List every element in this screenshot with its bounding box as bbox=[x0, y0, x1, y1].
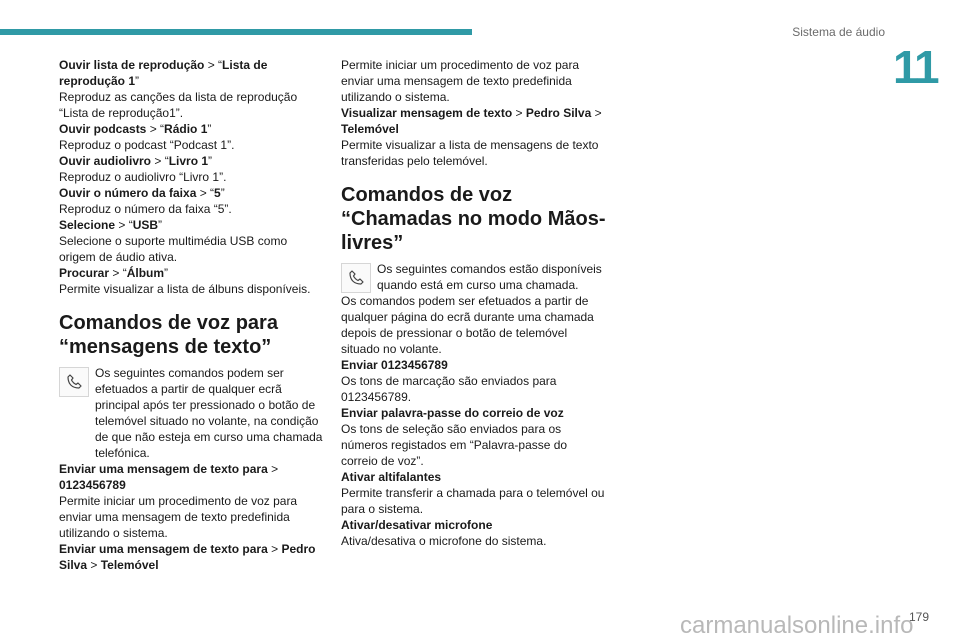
command-desc: Permite iniciar um procedimento de voz para enviar uma mensagem de texto predefinida utilizando o sistema. bbox=[341, 58, 580, 104]
command-line: Selecione > “USB” bbox=[59, 218, 163, 232]
section-heading: Comandos de voz “Chamadas no modo Mãos-livres” bbox=[341, 184, 606, 254]
phone-icon bbox=[59, 367, 89, 397]
command-line: Ouvir o número da faixa > “5” bbox=[59, 186, 225, 200]
command-line: Visualizar mensagem de texto > Pedro Silva > Telemóvel bbox=[341, 106, 602, 136]
command-line: Ouvir podcasts > “Rádio 1” bbox=[59, 122, 212, 136]
page-number: 179 bbox=[909, 610, 930, 624]
command-desc: Os tons de seleção são enviados para os números registados em “Palavra-passe do correio de voz”. bbox=[341, 422, 568, 468]
right-column bbox=[341, 57, 606, 549]
command-desc: Permite iniciar um procedimento de voz para enviar uma mensagem de texto predefinida utilizando o sistema. bbox=[59, 494, 298, 540]
command-line: Enviar uma mensagem de texto para > 0123456789 bbox=[59, 462, 279, 492]
chapter-number: 11 bbox=[893, 41, 938, 93]
paragraph: Os comandos podem ser efetuados a partir de qualquer página do ecrã durante uma chamada depois de pressionar o botão de telemóvel situado no volante. bbox=[341, 294, 594, 356]
section-title: Sistema de áudio bbox=[792, 25, 885, 39]
command-line: Ouvir audiolivro > “Livro 1” bbox=[59, 154, 213, 168]
info-note bbox=[341, 261, 606, 293]
command-desc: Reproduz o número da faixa “5”. bbox=[59, 202, 232, 216]
left-column bbox=[59, 57, 324, 573]
command-desc: Permite transferir a chamada para o telemóvel ou para o sistema. bbox=[341, 486, 605, 516]
phone-icon bbox=[341, 263, 371, 293]
command-desc: Reproduz o audiolivro “Livro 1”. bbox=[59, 170, 227, 184]
command-line: Ativar altifalantes bbox=[341, 470, 442, 484]
command-desc: Permite visualizar a lista de mensagens de texto transferidas pelo telemóvel. bbox=[341, 138, 599, 168]
note-text: Os seguintes comandos estão disponíveis quando está em curso uma chamada. bbox=[377, 262, 602, 292]
section-heading: Comandos de voz para “mensagens de texto” bbox=[59, 312, 278, 358]
command-line: Enviar uma mensagem de texto para > Pedro Silva > Telemóvel bbox=[59, 542, 316, 572]
watermark: carmanualsonline.info bbox=[680, 612, 914, 639]
command-line: Ouvir lista de reprodução > “Lista de reprodução 1” bbox=[59, 58, 268, 88]
command-line: Enviar 0123456789 bbox=[341, 358, 448, 372]
command-line: Ativar/desativar microfone bbox=[341, 518, 493, 532]
command-desc: Reproduz o podcast “Podcast 1”. bbox=[59, 138, 235, 152]
command-desc: Ativa/desativa o microfone do sistema. bbox=[341, 534, 547, 548]
command-line: Procurar > “Álbum” bbox=[59, 266, 169, 280]
command-desc: Permite visualizar a lista de álbuns disponíveis. bbox=[59, 282, 311, 296]
command-line: Enviar palavra-passe do correio de voz bbox=[341, 406, 564, 420]
command-desc: Selecione o suporte multimédia USB como origem de áudio ativa. bbox=[59, 234, 288, 264]
info-note bbox=[59, 365, 324, 461]
command-desc: Os tons de marcação são enviados para 0123456789. bbox=[341, 374, 557, 404]
command-desc: Reproduz as canções da lista de reprodução “Lista de reprodução1”. bbox=[59, 90, 298, 120]
note-text: Os seguintes comandos podem ser efetuados a partir de qualquer ecrã principal após ter pressionado o botão de telemóvel situado no volante, na condição de que não esteja em curso uma chamada telefónica. bbox=[95, 366, 323, 460]
